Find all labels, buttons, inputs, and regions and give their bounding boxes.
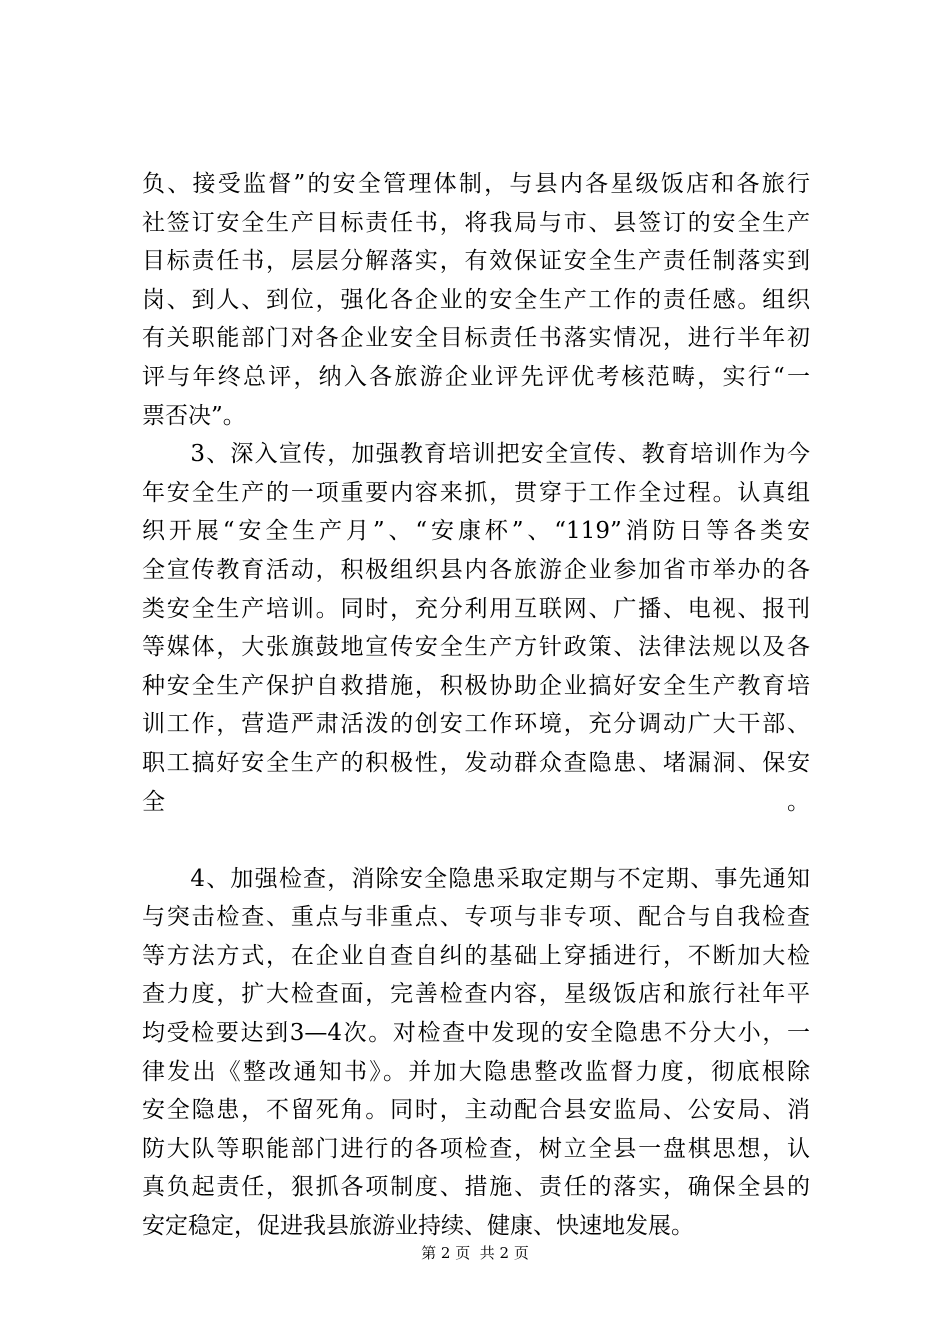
text-line: 等媒体，大张旗鼓地宣传安全生产方针政策、法律法规以及各 — [142, 634, 810, 661]
document-body — [142, 165, 810, 1246]
text-line: 社签订安全生产目标责任书，将我局与市、县签订的安全生产 — [142, 209, 810, 236]
text-line: 票否决”。 — [142, 402, 246, 429]
text-line: 织开展“安全生产月”、“安康杯”、“119”消防日等各类安 — [142, 518, 810, 545]
text-line: 目标责任书，层层分解落实，有效保证安全生产责任制落实到 — [142, 248, 810, 275]
text-line: 年安全生产的一项重要内容来抓，贯穿于工作全过程。认真组 — [142, 479, 810, 506]
text-line — [142, 821, 810, 860]
text-line: 安定稳定，促进我县旅游业持续、健康、快速地发展。 — [142, 1213, 694, 1240]
text-line: 律发出《整改通知书》。并加大隐患整改监督力度，彻底根除 — [142, 1058, 810, 1085]
page-number-footer: 第 2 页 共 2 页 — [421, 1244, 529, 1262]
text-line: 全。 — [142, 788, 810, 815]
text-line: 有关职能部门对各企业安全目标责任书落实情况，进行半年初 — [142, 325, 810, 352]
text-line: 查力度，扩大检查面，完善检查内容，星级饭店和旅行社年平 — [142, 981, 810, 1008]
text-line: 等方法方式，在企业自查自纠的基础上穿插进行，不断加大检 — [142, 942, 810, 969]
text-line: 负、接受监督”的安全管理体制，与县内各星级饭店和各旅行 — [142, 171, 810, 197]
text-line: 4、加强检查，消除安全隐患采取定期与不定期、事先通知 — [142, 865, 810, 892]
text-line: 岗、到人、到位，强化各企业的安全生产工作的责任感。组织 — [142, 286, 810, 313]
text-line: 全宣传教育活动，积极组织县内各旅游企业参加省市举办的各 — [142, 556, 810, 583]
text-line: 种安全生产保护自救措施，积极协助企业搞好安全生产教育培 — [142, 672, 810, 699]
text-line: 均受检要达到3—4次。对检查中发现的安全隐患不分大小，一 — [142, 1020, 810, 1047]
text-line: 防大队等职能部门进行的各项检查，树立全县一盘棋思想，认 — [142, 1135, 810, 1162]
text-line: 评与年终总评，纳入各旅游企业评先评优考核范畴，实行“一 — [142, 363, 810, 390]
text-line: 3、深入宣传，加强教育培训把安全宣传、教育培训作为今 — [142, 441, 810, 468]
text-line: 与突击检查、重点与非重点、专项与非专项、配合与自我检查 — [142, 904, 810, 931]
text-line: 职工搞好安全生产的积极性，发动群众查隐患、堵漏洞、保安 — [142, 749, 810, 776]
text-line: 安全隐患，不留死角。同时，主动配合县安监局、公安局、消 — [142, 1097, 810, 1124]
text-line: 训工作，营造严肃活泼的创安工作环境，充分调动广大干部、 — [142, 711, 810, 738]
text-line: 真负起责任，狠抓各项制度、措施、责任的落实，确保全县的 — [142, 1174, 810, 1201]
text-line: 类安全生产培训。同时，充分利用互联网、广播、电视、报刊 — [142, 595, 810, 622]
